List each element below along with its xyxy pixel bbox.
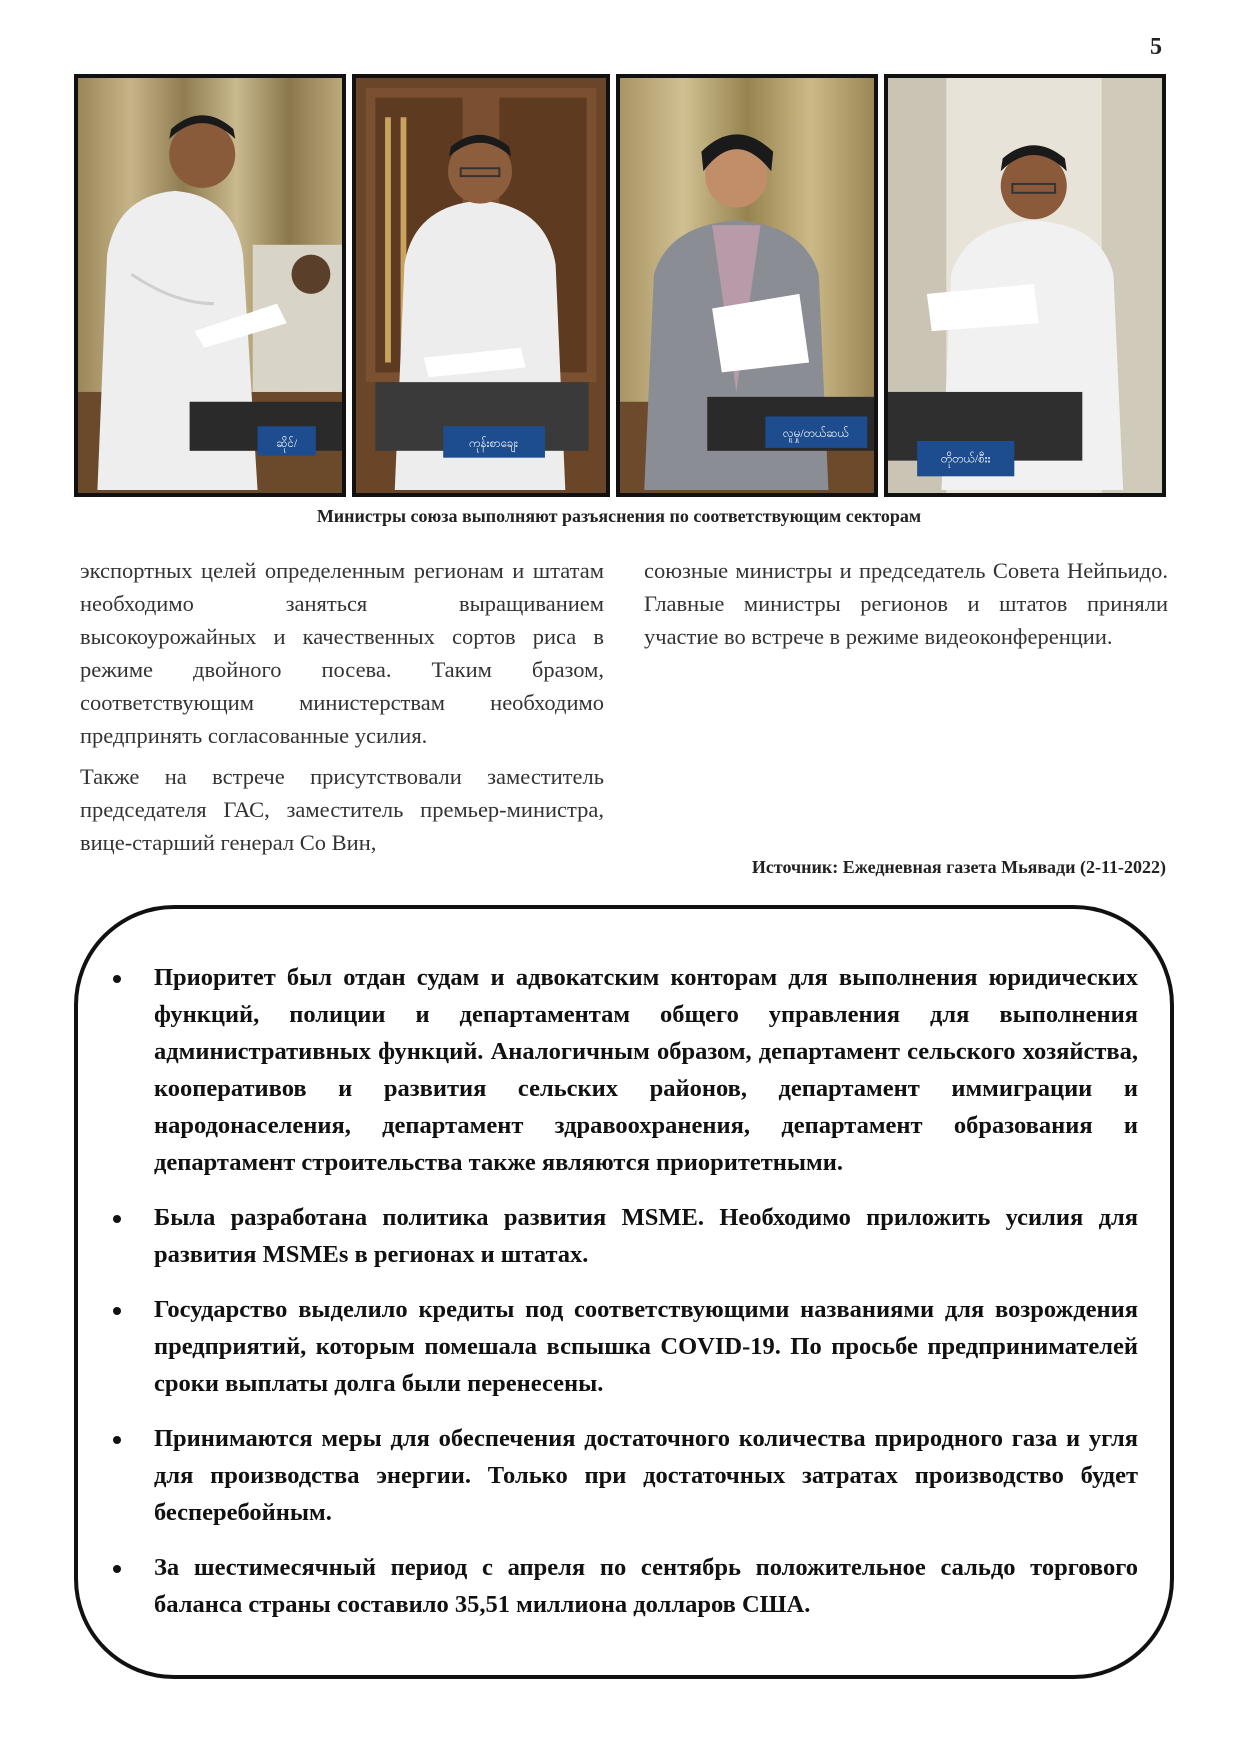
page-number: 5 [1150, 34, 1162, 60]
bullet-icon [113, 1565, 121, 1573]
bullet-icon [113, 1436, 121, 1444]
summary-item-text: Государство выделило кредиты под соответствующими названиями для возрождения предприятий, которым помешала вспышка COVID-19. По просьбе предпринимателей сроки выплаты долга были перенесены. [154, 1296, 1138, 1397]
minister-photo-1 [74, 74, 346, 497]
summary-item [78, 959, 1178, 1181]
article-column-left [80, 554, 604, 867]
bullet-icon [113, 1307, 121, 1315]
bullet-icon [113, 1215, 121, 1223]
summary-item-text: За шестимесячный период с апреля по сентябрь положительное сальдо торгового баланса страны составило 35,51 миллиона долларов США. [154, 1554, 1138, 1618]
article-source: Источник: Ежедневная газета Мьявади (2-11-2022) [751, 857, 1166, 877]
article-paragraph: экспортных целей определенным регионам и штатам необходимо заняться выращиванием высокоурожайных и качественных сортов риса в режиме двойного посева. Таким бразом, соответствующим министерствам необходимо предпринять согласованные усилия. [80, 558, 604, 748]
summary-item [78, 1420, 1178, 1531]
photo-caption: Министры союза выполняют разъяснения по соответствующим секторам [316, 506, 922, 526]
bullet-icon [113, 975, 121, 983]
nameplate-3: လူမှု/တယ်ဆယ် [782, 427, 849, 441]
summary-item-text: Была разработана политика развития MSME. Необходимо приложить усилия для развития MSMEs в регионах и штатах. [154, 1204, 1138, 1268]
summary-item-text: Приоритет был отдан судам и адвокатским конторам для выполнения юридических функций, полиции и департаментам общего управления для выполнения административных функций. Аналогичным образом, департамент сельского хозяйства, кооперативов и развития сельских районов, департамент иммиграции и народонаселения, департамент здравоохранения, департамент образования и департамент строительства также являются приоритетными. [154, 964, 1138, 1176]
nameplate-4: တိုတယ်/စီးး [940, 452, 991, 466]
article-column-right [644, 554, 1168, 661]
minister-photo-2 [352, 74, 610, 497]
summary-list [78, 959, 1178, 1641]
summary-item [78, 1549, 1178, 1623]
minister-photo-4 [884, 74, 1166, 497]
article-paragraph: союзные министры и председатель Совета Нейпьидо. Главные министры регионов и штатов приняли участие во встрече в режиме видеоконференции. [644, 558, 1168, 649]
minister-photo-3 [616, 74, 878, 497]
summary-item [78, 1291, 1178, 1402]
summary-item-text: Принимаются меры для обеспечения достаточного количества природного газа и угля для производства энергии. Только при достаточных затратах производство будет бесперебойным. [154, 1425, 1138, 1526]
nameplate-2: ကုန်းစာချေး [469, 436, 519, 450]
nameplate-1: ဆိုင်/ [276, 436, 298, 450]
summary-box [74, 905, 1174, 1679]
article-paragraph: Также на встрече присутствовали заместитель председателя ГАС, заместитель премьер-министра, вице-старший генерал Со Вин, [80, 764, 604, 855]
summary-item [78, 1199, 1178, 1273]
